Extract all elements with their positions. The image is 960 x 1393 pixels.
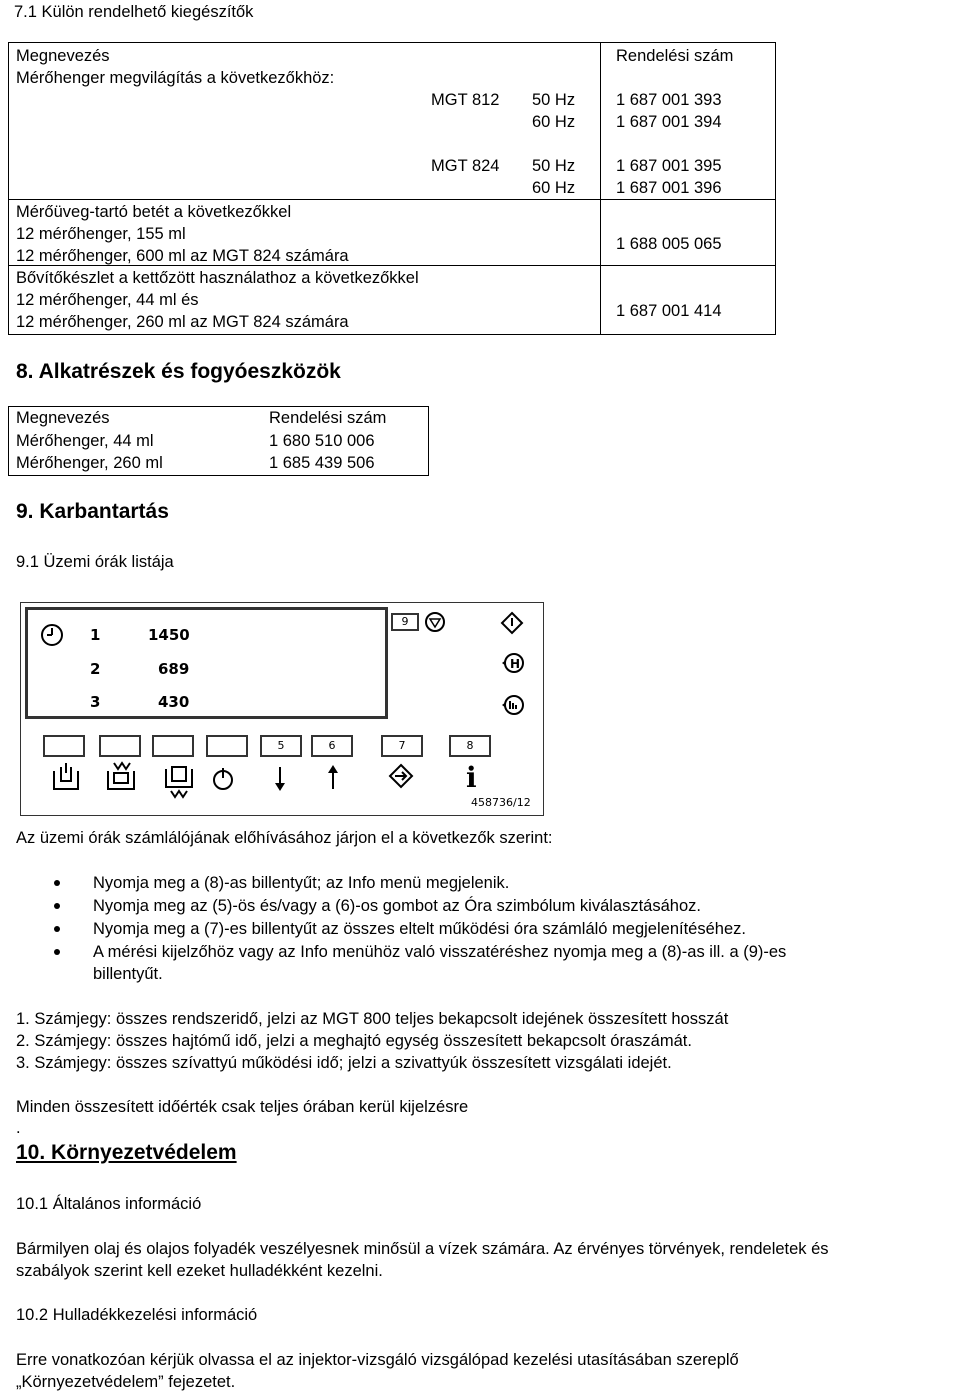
- digit-description: 2. Számjegy: összes hajtómű idő, jelzi a meghajtó egység összesített bekapcsolt óraszámát.: [16, 1032, 692, 1050]
- digit-description: 1. Számjegy: összes rendszeridő, jelzi az MGT 800 teljes bekapcsolt idejének összesített hosszát: [16, 1010, 729, 1028]
- cylinder-drain-icon: [103, 761, 139, 793]
- table-row-num: 1 680 510 006: [269, 432, 375, 450]
- subsection-title-9-1: 9.1 Üzemi órák listája: [16, 553, 174, 571]
- mgt812-hz1: 50 Hz: [532, 91, 576, 109]
- subsection-title-10-1: 10.1 Általános információ: [16, 1195, 202, 1213]
- insert-num: 1 688 005 065: [616, 235, 722, 253]
- list-item: A mérési kijelzőhöz vagy az Info menühöz való visszatéréshez nyomja meg a (8)-as ill. a (9)-es: [93, 943, 787, 961]
- arrow-down-icon: [273, 765, 287, 793]
- lcd-row-digit: 1: [90, 626, 101, 644]
- bullet-icon: [54, 926, 60, 932]
- section-title-10: 10. Környezetvédelem: [16, 1141, 237, 1164]
- kit-line2: 12 mérőhenger, 44 ml és: [16, 291, 199, 309]
- model-mgt824: MGT 824: [431, 157, 500, 175]
- paragraph-line: szabályok szerint kell ezeket hulladékként kezelni.: [16, 1262, 383, 1280]
- key-5[interactable]: 5: [260, 735, 302, 757]
- arrow-up-icon: [326, 763, 340, 791]
- mgt824-num1: 1 687 001 395: [616, 157, 722, 175]
- key-6[interactable]: 6: [311, 735, 353, 757]
- section-title-7-1: 7.1 Külön rendelhető kiegészítők: [14, 3, 254, 21]
- list-item: Nyomja meg az (5)-ös és/vagy a (6)-os gombot az Óra szimbólum kiválasztásához.: [93, 897, 701, 915]
- key-8[interactable]: 8: [449, 735, 491, 757]
- digit-description: 3. Számjegy: összes szívattyú működési idő; jelzi a szivattyúk összesített vizsgálati idejét.: [16, 1054, 672, 1072]
- key-3[interactable]: [152, 735, 194, 757]
- lcd-row-digit: 3: [90, 693, 101, 711]
- manual-icon[interactable]: [500, 693, 526, 717]
- insert-line1: Mérőüveg-tartó betét a következőkkel: [16, 203, 292, 221]
- list-item: Nyomja meg a (7)-es billentyűt az összes eltelt működési óra számláló megjelenítéséhez.: [93, 920, 746, 938]
- table-header-name: Megnevezés: [16, 47, 110, 65]
- kit-num: 1 687 001 414: [616, 302, 722, 320]
- kit-line1: Bővítőkészlet a kettőzött használathoz a következőkkel: [16, 269, 419, 287]
- clock-icon: [40, 623, 64, 647]
- enter-icon: [388, 763, 414, 789]
- key-2[interactable]: [99, 735, 141, 757]
- illumination-label: Mérőhenger megvilágítás a következőkhöz:: [16, 69, 335, 87]
- lcd-row-digit: 2: [90, 660, 101, 678]
- table-row-name: Mérőhenger, 260 ml: [16, 454, 163, 472]
- insert-line2: 12 mérőhenger, 155 ml: [16, 225, 186, 243]
- table-header-order: Rendelési szám: [616, 47, 734, 65]
- figure-id: 458736/12: [471, 796, 531, 809]
- mgt824-num2: 1 687 001 396: [616, 179, 722, 197]
- table-row-name: Mérőhenger, 44 ml: [16, 432, 154, 450]
- parts-header-name: Megnevezés: [16, 409, 110, 427]
- insert-line3: 12 mérőhenger, 600 ml az MGT 824 számára: [16, 247, 349, 265]
- key-1[interactable]: [43, 735, 85, 757]
- paragraph-line: Erre vonatkozóan kérjük olvassa el az injektor-vizsgáló vizsgálópad kezelési utasításában szereplő: [16, 1351, 739, 1369]
- paragraph-line: Bármilyen olaj és olajos folyadék veszélyesnek minősül a vízek számára. Az érvényes törvények, rendeletek és: [16, 1240, 829, 1258]
- bullet-icon: [54, 903, 60, 909]
- lcd-display: [25, 607, 388, 719]
- diamond-icon[interactable]: [500, 611, 524, 635]
- mgt812-num2: 1 687 001 394: [616, 113, 722, 131]
- section-title-9: 9. Karbantartás: [16, 500, 169, 523]
- key-9[interactable]: 9: [391, 613, 419, 631]
- hold-icon[interactable]: [500, 651, 526, 675]
- stop-icon[interactable]: [424, 611, 446, 633]
- parts-header-order: Rendelési szám: [269, 409, 387, 427]
- power-icon: [211, 766, 235, 792]
- lcd-row-value: 430: [158, 693, 190, 711]
- table-row-num: 1 685 439 506: [269, 454, 375, 472]
- bullet-icon: [54, 949, 60, 955]
- lcd-row-value: 689: [158, 660, 190, 678]
- subsection-title-10-2: 10.2 Hulladékkezelési információ: [16, 1306, 258, 1324]
- mgt812-num1: 1 687 001 393: [616, 91, 722, 109]
- key-7[interactable]: 7: [381, 735, 423, 757]
- info-icon: i: [466, 761, 477, 794]
- stray-dot: .: [16, 1119, 21, 1137]
- model-mgt812: MGT 812: [431, 91, 500, 109]
- note-text: Minden összesített időérték csak teljes órában kerül kijelzésre: [16, 1098, 469, 1116]
- list-item: Nyomja meg a (8)-as billentyűt; az Info menü megjelenik.: [93, 874, 510, 892]
- intro-text: Az üzemi órák számlálójának előhívásához járjon el a következők szerint:: [16, 829, 553, 847]
- mgt824-hz2: 60 Hz: [532, 179, 576, 197]
- list-item-continuation: billentyűt.: [93, 965, 163, 983]
- mgt812-hz2: 60 Hz: [532, 113, 576, 131]
- kit-line3: 12 mérőhenger, 260 ml az MGT 824 számára: [16, 313, 349, 331]
- svg-text:H: H: [510, 657, 521, 671]
- cylinder-fill-icon: [49, 763, 83, 793]
- key-4[interactable]: [206, 735, 248, 757]
- lcd-row-value: 1450: [148, 626, 190, 644]
- control-panel-figure: [20, 602, 544, 816]
- cylinder-pump-icon: [161, 761, 197, 801]
- mgt824-hz1: 50 Hz: [532, 157, 576, 175]
- paragraph-line: „Környezetvédelem” fejezetet.: [16, 1373, 236, 1391]
- bullet-icon: [54, 880, 60, 886]
- section-title-8: 8. Alkatrészek és fogyóeszközök: [16, 360, 341, 383]
